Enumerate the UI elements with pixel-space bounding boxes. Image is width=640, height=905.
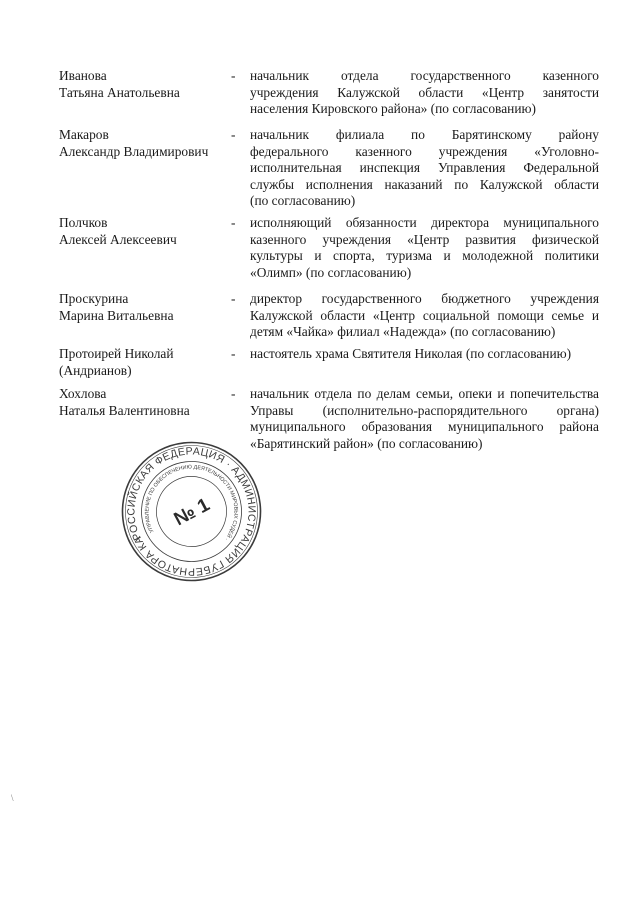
separator-dash: - <box>231 386 236 401</box>
position-line: начальник отдела по делам семьи, опеки и попечительства <box>250 386 599 401</box>
member-position <box>250 386 599 452</box>
member-surname: Протоирей Николай <box>59 346 174 361</box>
member-given-names: (Андрианов) <box>59 362 132 378</box>
position-line: начальник отдела государственного казенного <box>250 68 599 83</box>
position-line: Управы (исполнительно-распорядительного органа) <box>250 402 599 418</box>
member-given-names: Татьяна Анатольевна <box>59 84 180 100</box>
position-line: детям «Чайка» филиал «Надежда» (по согласованию) <box>250 324 556 340</box>
member-surname: Полчков <box>59 215 108 230</box>
stamp-inner-text: УПРАВЛЕНИЕ ПО ОБЕСПЕЧЕНИЮ ДЕЯТЕЛЬНОСТИ МИРОВЫХ СУДЕЙ · <box>144 464 239 542</box>
member-position <box>250 68 599 118</box>
position-line: культуры и спорта, туризма и молодежной политики <box>250 248 599 264</box>
member-surname: Макаров <box>59 127 109 142</box>
member-name <box>59 68 229 101</box>
margin-mark: \ <box>11 793 14 803</box>
member-surname: Хохлова <box>59 386 107 401</box>
position-line: казенного учреждения «Центр развития физической <box>250 231 599 247</box>
official-stamp <box>119 439 264 584</box>
member-position <box>250 215 599 281</box>
member-given-names: Алексей Алексеевич <box>59 231 177 247</box>
position-line: исполняющий обязанности директора муниципального <box>250 215 599 230</box>
member-position <box>250 346 599 363</box>
member-name <box>59 291 229 324</box>
stamp-outer-text: РОССИЙСКАЯ ФЕДЕРАЦИЯ · АДМИНИСТРАЦИЯ ГУБЕРНАТОРА КАЛУЖСКОЙ <box>125 445 258 578</box>
position-line: учреждения Калужской области «Центр занятости <box>250 84 599 100</box>
member-name <box>59 386 229 419</box>
position-line: федерального казенного учреждения «Уголовно- <box>250 143 599 159</box>
position-line: «Олимп» (по согласованию) <box>250 264 412 280</box>
member-name <box>59 215 229 248</box>
member-position <box>250 291 599 341</box>
position-line: «Барятинский район» (по согласованию) <box>250 435 483 451</box>
member-surname: Проскурина <box>59 291 129 306</box>
member-given-names: Александр Владимирович <box>59 143 209 159</box>
separator-dash: - <box>231 291 236 306</box>
member-given-names: Марина Витальевна <box>59 307 174 323</box>
position-line: исполнительная инспекция Управления Федеральной <box>250 160 599 176</box>
position-line: службы исполнения наказаний по Калужской области <box>250 176 599 192</box>
separator-dash: - <box>231 68 236 83</box>
position-line: (по согласованию) <box>250 193 356 209</box>
member-surname: Иванова <box>59 68 107 83</box>
stamp-number: № 1 <box>170 494 214 531</box>
separator-dash: - <box>231 127 236 142</box>
member-name <box>59 127 229 160</box>
member-name <box>59 346 229 379</box>
separator-dash: - <box>231 215 236 230</box>
member-position <box>250 127 599 210</box>
position-line: настоятель храма Святителя Николая (по согласованию) <box>250 346 572 361</box>
separator-dash: - <box>231 346 236 361</box>
member-given-names: Наталья Валентиновна <box>59 402 190 418</box>
position-line: директор государственного бюджетного учреждения <box>250 291 599 306</box>
position-line: населения Кировского района» (по согласованию) <box>250 101 536 117</box>
position-line: муниципального образования муниципального района <box>250 419 599 435</box>
position-line: Калужской области «Центр социальной помощи семье и <box>250 307 599 323</box>
position-line: начальник филиала по Барятинскому району <box>250 127 599 142</box>
